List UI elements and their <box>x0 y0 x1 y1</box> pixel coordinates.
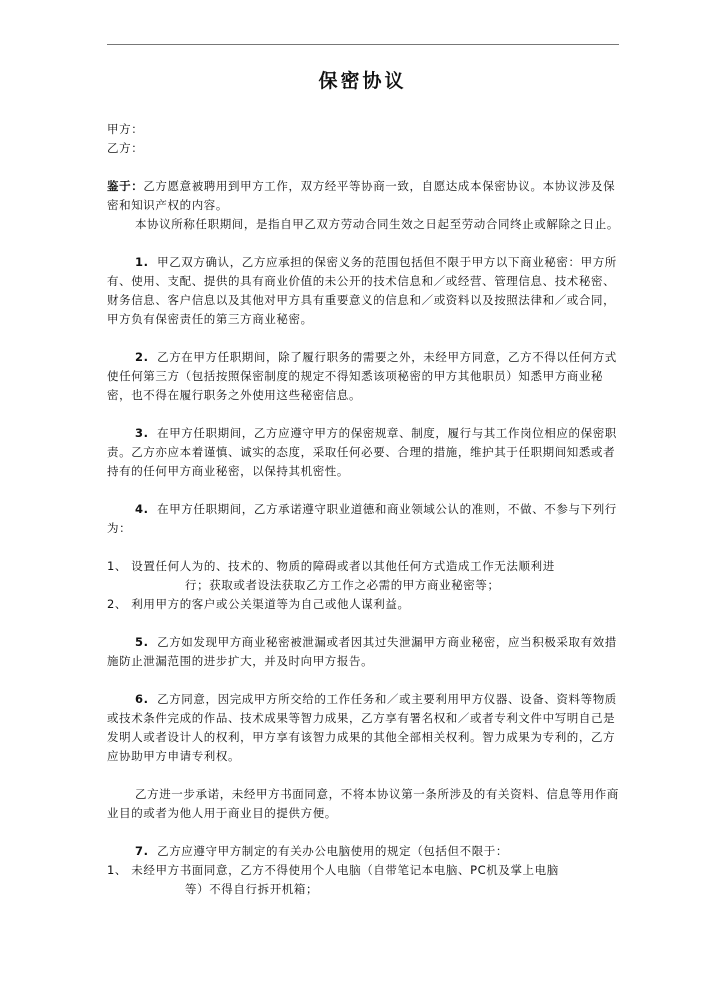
clause-3-number: 3. <box>135 426 149 440</box>
clause-6-text: 乙方同意，因完成甲方所交给的工作任务和／或主要利用甲方仪器、设备、资料等物质或技术条件完成的作品、技术成果等智力成果，乙方享有署名权和／或者专利文件中写明自己是发明人或者设计人的权利，甲方享有该智力成果的其他全部相关权利。智力成果为专利的，乙方应协助甲方申请专利权。 <box>107 692 617 763</box>
clause-4-item-1-number: 1、 <box>107 559 128 573</box>
clause-7-item-1 <box>107 861 621 899</box>
clause-5-number: 5. <box>135 635 149 649</box>
further-commitment-paragraph: 乙方进一步承诺，未经甲方书面同意，不将本协议第一条所涉及的有关资料、信息等用作商业目的或者为他人用于商业目的提供方便。 <box>107 787 619 820</box>
clause-7-number: 7. <box>135 844 149 858</box>
header-rule <box>107 44 619 45</box>
clause-4-number: 4. <box>135 502 149 516</box>
whereas-lead: 鉴于： <box>107 179 144 193</box>
clause-4-item-2 <box>107 595 621 614</box>
clause-6-number: 6. <box>135 692 149 706</box>
clause-4-item-1 <box>107 557 621 595</box>
clause-7 <box>107 842 621 861</box>
clause-4-item-1-line-1: 设置任何人为的、技术的、物质的障碍或者以其他任何方式造成工作无法顺利进 <box>131 559 555 573</box>
clause-7-item-1-number: 1、 <box>107 863 128 877</box>
clause-2-number: 2. <box>135 350 149 364</box>
document-title: 保密协议 <box>318 70 407 92</box>
term-paragraph: 本协议所称任职期间，是指自甲乙双方劳动合同生效之日起至劳动合同终止或解除之日止。 <box>135 217 619 231</box>
clause-3 <box>107 424 621 481</box>
whereas-text: 乙方愿意被聘用到甲方工作，双方经平等协商一致，自愿达成本保密协议。本协议涉及保密和知识产权的内容。 <box>107 179 616 212</box>
clause-4-item-2-text: 利用甲方的客户或公关渠道等为自己或他人谋利益。 <box>131 597 410 611</box>
clause-5 <box>107 633 621 671</box>
clause-1-number: 1. <box>135 255 149 269</box>
clause-2 <box>107 348 621 405</box>
clause-7-text: 乙方应遵守甲方制定的有关办公电脑使用的规定（包括但不限于： <box>157 844 508 858</box>
clause-4-item-2-number: 2、 <box>107 597 128 611</box>
clause-5-text: 乙方如发现甲方商业秘密被泄漏或者因其过失泄漏甲方商业秘密，应当积极采取有效措施防止泄漏范围的进步扩大，并及时向甲方报告。 <box>107 635 617 668</box>
party-b-label: 乙方： <box>107 141 144 155</box>
clause-7-item-1-line-1: 未经甲方书面同意，乙方不得使用个人电脑（自带笔记本电脑、PC机及掌上电脑 <box>131 863 559 877</box>
party-a-label: 甲方： <box>107 122 144 136</box>
clause-4 <box>107 500 621 538</box>
clause-1 <box>107 253 621 329</box>
clause-3-text: 在甲方任职期间，乙方应遵守甲方的保密规章、制度，履行与其工作岗位相应的保密职责。乙方亦应本着谨慎、诚实的态度，采取任何必要、合理的措施，维护其于任职期间知悉或者持有的任何甲方商业秘密，以保持其机密性。 <box>107 426 617 478</box>
clause-7-item-1-line-2: 等）不得自行拆开机箱； <box>185 882 319 896</box>
document-body <box>107 120 621 899</box>
clause-2-text: 乙方在甲方任职期间，除了履行职务的需要之外，未经甲方同意，乙方不得以任何方式使任何第三方（包括按照保密制度的规定不得知悉该项秘密的甲方其他职员）知悉甲方商业秘密，也不得在履行职务之外使用这些秘密信息。 <box>107 350 617 402</box>
clause-1-text: 甲乙双方确认，乙方应承担的保密义务的范围包括但不限于甲方以下商业秘密：甲方所有、使用、支配、提供的具有商业价值的未公开的技术信息和／或经营、管理信息、技术秘密、财务信息、客户信息以及其他对甲方具有重要意义的信息和／或资料以及按照法律和／或合同，甲方负有保密责任的第三方商业秘密。 <box>107 255 617 326</box>
whereas-paragraph <box>107 177 621 215</box>
clause-4-item-1-line-2: 行；获取或者设法获取乙方工作之必需的甲方商业秘密等； <box>185 578 500 592</box>
clause-4-text: 在甲方任职期间，乙方承诺遵守职业道德和商业领域公认的准则，不做、不参与下列行为： <box>107 502 617 535</box>
clause-6 <box>107 690 621 766</box>
